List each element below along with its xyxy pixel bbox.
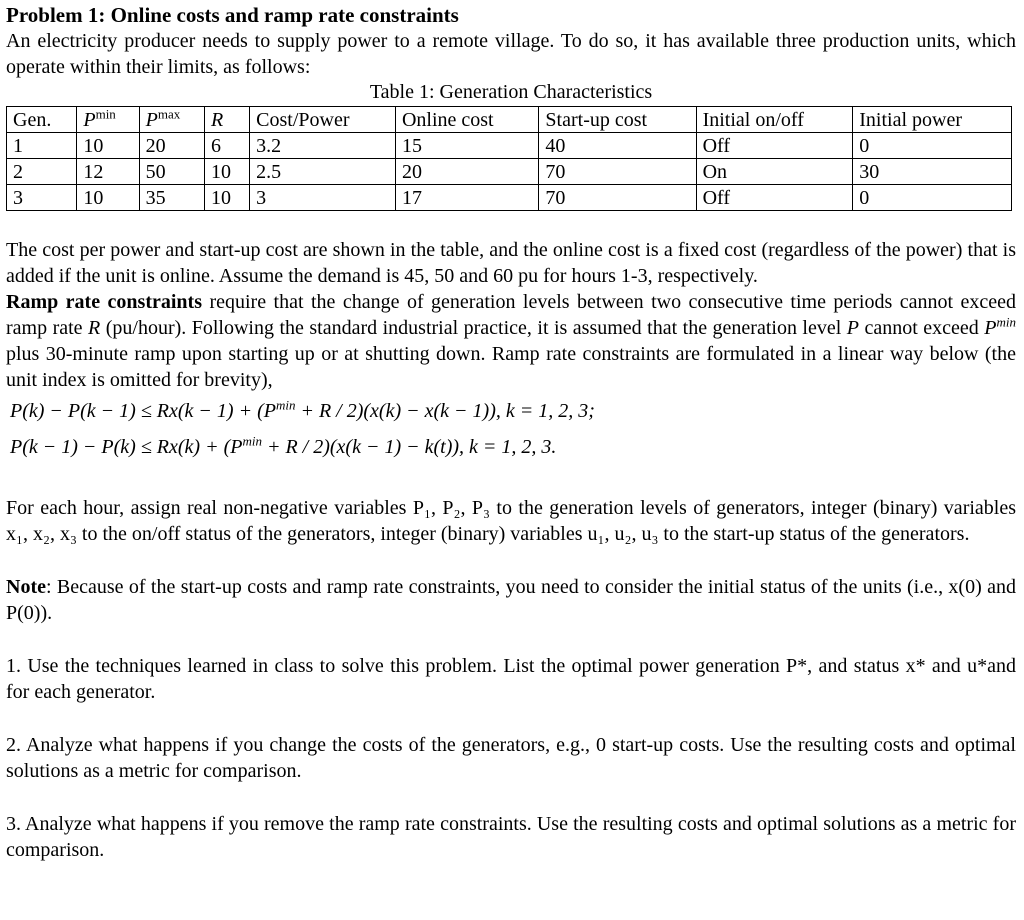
table-cell: 2.5 — [250, 159, 396, 185]
table-cell: 3.2 — [250, 133, 396, 159]
header-online-cost: Online cost — [395, 107, 538, 133]
table-cell: 3 — [7, 185, 77, 211]
table-cell: 3 — [250, 185, 396, 211]
ramp-paragraph: Ramp rate constraints require that the change of generation levels between two consecutive time periods cannot exceed ramp rate R (pu/hour). Following the standard industrial practice, it is assumed that the generation level P cannot exceed $P^{min}$ plus 30-minute ramp upon starting up or at shutting down. Ramp rate constraints are formulated in a linear way below (the unit index is omitted for brevity), — [6, 291, 1016, 391]
table-row — [7, 159, 1012, 185]
header-cost-power: Cost/Power — [250, 107, 396, 133]
table-cell: 17 — [395, 185, 538, 211]
table-cell: 20 — [139, 133, 204, 159]
table-cell: 1 — [7, 133, 77, 159]
intro-paragraph: An electricity producer needs to supply power to a remote village. To do so, it has available three production units, which operate within their limits, as follows: — [6, 30, 1016, 78]
ramp-bold-label: Ramp rate constraints — [6, 291, 202, 313]
question-1: 1. Use the techniques learned in class to solve this problem. List the optimal power generation P*, and status x* and u*and for each generator. — [6, 655, 1016, 703]
table-cell: 10 — [204, 159, 249, 185]
table-header-row — [7, 107, 1012, 133]
equation-2: $P(k - 1) - P(k) \le Rx(k) + (P^{min} + R / 2)(x(k - 1) - k(t))$, k = 1, 2, 3. — [10, 433, 557, 458]
table-cell: 6 — [204, 133, 249, 159]
header-pmin: $P^{min}$ — [77, 107, 139, 133]
table-cell: 10 — [204, 185, 249, 211]
table-cell: 70 — [539, 159, 696, 185]
header-r: R — [204, 107, 249, 133]
header-pmax: $P^{max}$ — [139, 107, 204, 133]
table-row — [7, 133, 1012, 159]
note-bold-label: Note — [6, 576, 46, 598]
variables-paragraph: For each hour, assign real non-negative variables P₁, P₂, P₃ to the generation levels of generators, integer (binary) variables x₁, x₂, x₃ to the on/off status of the generators, integer (binary) variables u₁, u₂, u₃ to the start-up status of the generators. — [6, 497, 1016, 545]
header-initial-power: Initial power — [853, 107, 1012, 133]
note-paragraph: Note: Because of the start-up costs and ramp rate constraints, you need to consider the initial status of the units (i.e., x(0) and P(0)). — [6, 576, 1016, 624]
table-cell: 2 — [7, 159, 77, 185]
table-cell: Off — [696, 185, 853, 211]
problem-title: Problem 1: Online costs and ramp rate constraints — [6, 3, 459, 27]
table-cell: 30 — [853, 159, 1012, 185]
table-cell: 70 — [539, 185, 696, 211]
table-cell: Off — [696, 133, 853, 159]
header-gen: Gen. — [7, 107, 77, 133]
table-cell: On — [696, 159, 853, 185]
equation-1: $P(k) - P(k - 1) \le Rx(k - 1) + (P^{min} + R / 2)(x(k) - x(k - 1))$, k = 1, 2, 3; — [10, 397, 595, 422]
table-cell: 12 — [77, 159, 139, 185]
table-cell: 0 — [853, 185, 1012, 211]
table-cell: 10 — [77, 133, 139, 159]
header-initial-onoff: Initial on/off — [696, 107, 853, 133]
table-cell: 0 — [853, 133, 1012, 159]
question-2: 2. Analyze what happens if you change the costs of the generators, e.g., 0 start-up costs. Use the resulting costs and optimal solutions as a metric for comparison. — [6, 734, 1016, 782]
header-startup-cost: Start-up cost — [539, 107, 696, 133]
table-row — [7, 185, 1012, 211]
table-cell: 40 — [539, 133, 696, 159]
question-3: 3. Analyze what happens if you remove the ramp rate constraints. Use the resulting costs and optimal solutions as a metric for comparison. — [6, 813, 1016, 861]
table-cell: 50 — [139, 159, 204, 185]
table-cell: 10 — [77, 185, 139, 211]
table-cell: 20 — [395, 159, 538, 185]
table-cell: 35 — [139, 185, 204, 211]
table-cell: 15 — [395, 133, 538, 159]
cost-paragraph: The cost per power and start-up cost are shown in the table, and the online cost is a fixed cost (regardless of the power) that is added if the unit is online. Assume the demand is 45, 50 and 60 pu for hours 1-3, respectively. — [6, 239, 1016, 287]
table-caption: Table 1: Generation Characteristics — [369, 81, 653, 103]
generation-table — [6, 106, 1012, 211]
